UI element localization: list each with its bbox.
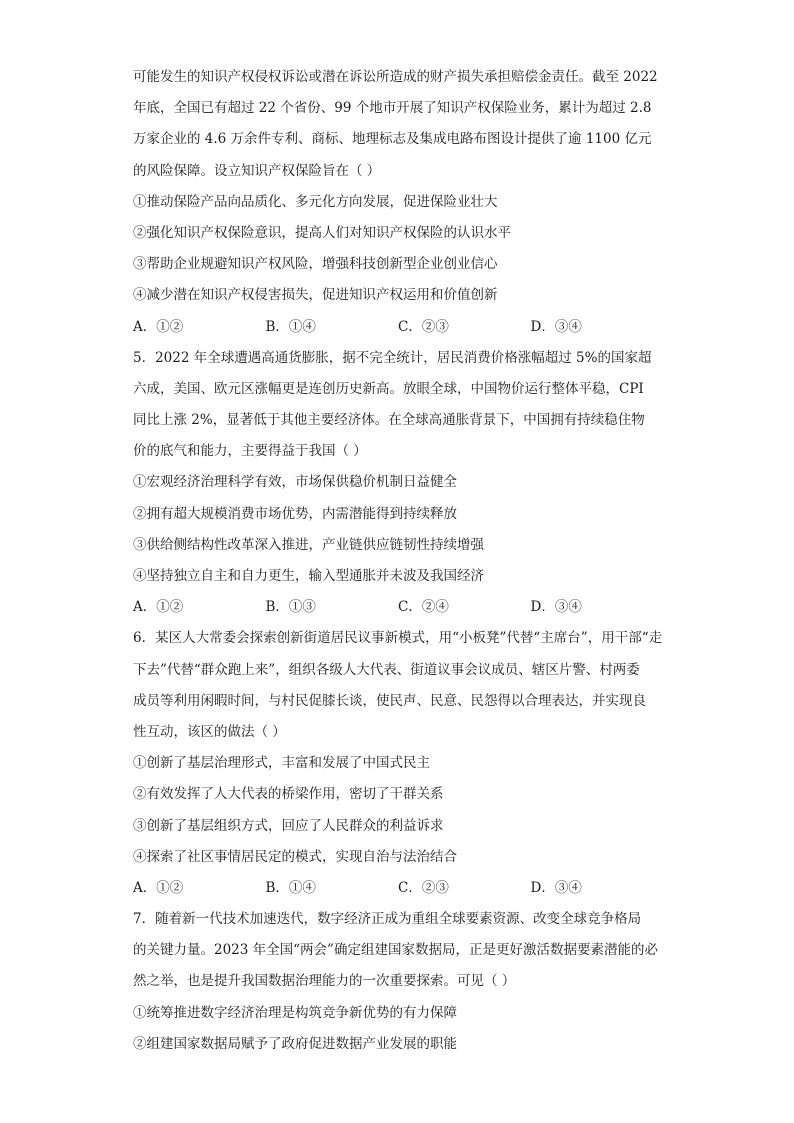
question-5 bbox=[133, 343, 663, 624]
question-4-stem-line: 的风险保障。设立知识产权保险旨在（ ） bbox=[133, 162, 381, 179]
question-6-option-1: ①创新了基层治理形式，丰富和发展了中国式民主 bbox=[133, 755, 430, 772]
choice-b: B．①④ bbox=[265, 879, 316, 896]
question-4-choices bbox=[133, 312, 663, 343]
question-4-stem-line: 万家企业的 4.6 万余件专利、商标、地理标志及集成电路布图设计提供了逾 1100 亿元 bbox=[133, 131, 652, 148]
choice-d: D．③④ bbox=[530, 318, 582, 335]
choice-b: B．①④ bbox=[265, 318, 316, 335]
question-6-option-3: ③创新了基层组织方式，回应了人民群众的利益诉求 bbox=[133, 817, 444, 834]
choice-a: A．①② bbox=[133, 879, 184, 896]
question-4-option-3: ③帮助企业规避知识产权风险，增强科技创新型企业创业信心 bbox=[133, 256, 498, 273]
question-7 bbox=[133, 904, 663, 1060]
question-6-stem-line: 6．某区人大常委会探索创新街道居民议事新模式，用“小板凳”代替“主席台”，用干部“走 bbox=[133, 630, 663, 647]
question-6-stem-line: 成员等利用闲暇时间，与村民促膝长谈，使民声、民意、民怨得以合理表达，并实现良 bbox=[133, 692, 646, 709]
choice-c: C．②③ bbox=[398, 318, 449, 335]
choice-d: D．③④ bbox=[530, 599, 582, 616]
choice-a: A．①② bbox=[133, 318, 184, 335]
question-5-stem-line: 5．2022 年全球遭遇高通货膨胀，据不完全统计，居民消费价格涨幅超过 5%的国家超 bbox=[133, 349, 652, 366]
question-7-option-2: ②组建国家数据局赋予了政府促进数据产业发展的职能 bbox=[133, 1035, 457, 1052]
choice-c: C．②③ bbox=[398, 879, 449, 896]
question-5-option-3: ③供给侧结构性改革深入推进，产业链供应链韧性持续增强 bbox=[133, 536, 484, 553]
question-6-option-4: ④探索了社区事情居民定的模式，实现自治与法治结合 bbox=[133, 848, 457, 865]
question-6-stem-line: 下去”代替“群众跑上来”，组织各级人大代表、街道议事会议成员、辖区片警、村两委 bbox=[133, 661, 640, 678]
question-7-stem-line: 的关键力量。2023 年全国“两会”确定组建国家数据局，正是更好激活数据要素潜能的必 bbox=[133, 942, 658, 959]
question-7-stem-line: 然之举，也是提升我国数据治理能力的一次重要探索。可见（ ） bbox=[133, 973, 516, 990]
question-4-option-1: ①推动保险产品向品质化、多元化方向发展，促进保险业壮大 bbox=[133, 193, 498, 210]
question-6-stem-line: 性互动，该区的做法（ ） bbox=[133, 723, 286, 740]
question-6-option-2: ②有效发挥了人大代表的桥梁作用，密切了干群关系 bbox=[133, 786, 444, 803]
question-6-choices bbox=[133, 873, 663, 904]
question-5-choices bbox=[133, 592, 663, 623]
choice-a: A．①② bbox=[133, 599, 184, 616]
question-4-stem-line: 可能发生的知识产权侵权诉讼或潜在诉讼所造成的财产损失承担赔偿金责任。截至 2022 bbox=[133, 69, 658, 85]
question-5-stem-line: 同比上涨 2%，显著低于其他主要经济体。在全球高通胀背景下，中国拥有持续稳住物 bbox=[133, 412, 645, 429]
question-7-option-1: ①统筹推进数字经济治理是构筑竞争新优势的有力保障 bbox=[133, 1004, 457, 1021]
question-5-stem-line: 价的底气和能力，主要得益于我国（ ） bbox=[133, 443, 367, 460]
question-4-option-4: ④减少潜在知识产权侵害损失，促进知识产权运用和价值创新 bbox=[133, 287, 498, 304]
choice-b: B．①③ bbox=[265, 599, 316, 616]
exam-content bbox=[133, 62, 663, 1060]
question-7-stem-line: 7．随着新一代技术加速迭代，数字经济正成为重组全球要素资源、改变全球竞争格局 bbox=[133, 911, 642, 928]
question-5-option-1: ①宏观经济治理科学有效，市场保供稳价机制日益健全 bbox=[133, 474, 457, 491]
choice-c: C．②④ bbox=[398, 599, 449, 616]
question-5-option-2: ②拥有超大规模消费市场优势，内需潜能得到持续释放 bbox=[133, 505, 457, 522]
question-4-option-2: ②强化知识产权保险意识，提高人们对知识产权保险的认识水平 bbox=[133, 224, 511, 241]
question-5-option-4: ④坚持独立自主和自力更生，输入型通胀并未波及我国经济 bbox=[133, 568, 484, 584]
question-6 bbox=[133, 623, 663, 904]
choice-d: D．③④ bbox=[530, 879, 582, 896]
question-5-stem-line: 六成，美国、欧元区涨幅更是连创历史新高。放眼全球，中国物价运行整体平稳，CPI bbox=[133, 380, 644, 397]
question-4 bbox=[133, 62, 663, 343]
question-4-stem-line: 年底，全国已有超过 22 个省份、99 个地市开展了知识产权保险业务，累计为超过 2.8 bbox=[133, 100, 652, 117]
